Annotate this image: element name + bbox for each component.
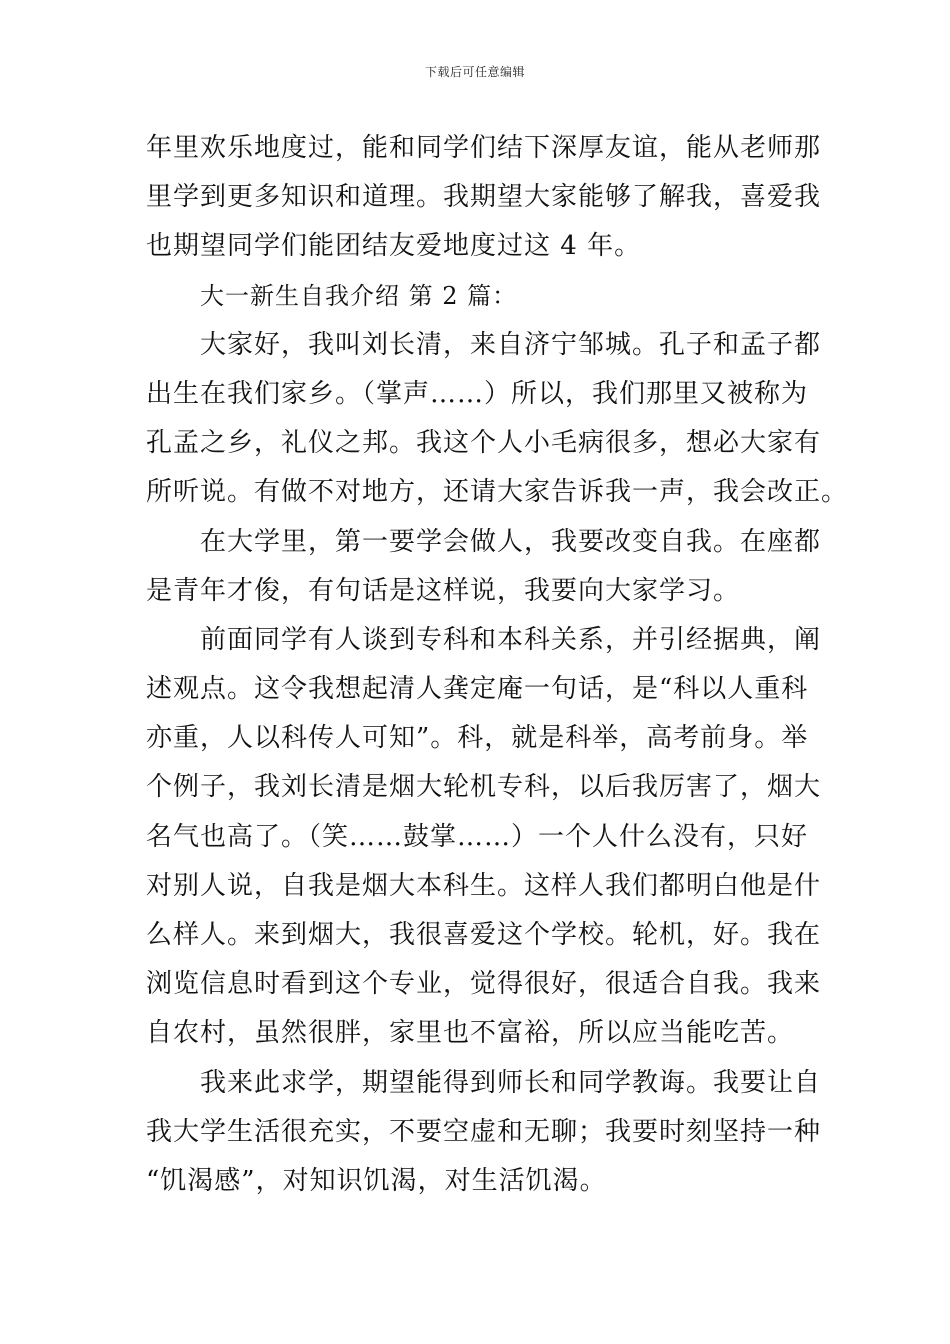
text-line: 名气也高了。（笑……鼓掌……）一个人什么没有，只好 — [146, 821, 809, 852]
section-heading: 大一新生自我介绍 第 2 篇： — [200, 281, 518, 310]
text-line: 述观点。这令我想起清人龚定庵一句话，是“科以人重科 — [146, 674, 809, 705]
text-line: 我大学生活很充实，不要空虚和无聊；我要时刻坚持一种 — [146, 1116, 822, 1147]
text-line: 里学到更多知识和道理。我期望大家能够了解我，喜爱我 — [146, 182, 822, 213]
text-line: 出生在我们家乡。（掌声……）所以，我们那里又被称为 — [146, 378, 809, 409]
text-line: 亦重，人以科传人可知”。科，就是科举，高考前身。举 — [146, 723, 809, 754]
paragraph-first-line: 在大学里，第一要学会做人，我要改变自我。在座都 — [200, 526, 822, 557]
text-line: 孔孟之乡，礼仪之邦。我这个人小毛病很多，想必大家有 — [146, 428, 822, 459]
text-line: 对别人说，自我是烟大本科生。这样人我们都明白他是什 — [146, 870, 822, 901]
document-body — [146, 124, 849, 1206]
paragraph-first-line: 前面同学有人谈到专科和本科关系，并引经据典，阐 — [200, 624, 822, 655]
text-line: 个例子，我刘长清是烟大轮机专科，以后我厉害了，烟大 — [146, 772, 822, 803]
text-line: 也期望同学们能团结友爱地度过这 4 年。 — [146, 231, 642, 262]
text-line: 年里欢乐地度过，能和同学们结下深厚友谊，能从老师那 — [146, 133, 822, 163]
text-line: “饥渴感”，对知识饥渴，对生活饥渴。 — [146, 1165, 607, 1196]
page-header: 下载后可任意编辑 — [424, 65, 525, 79]
text-line: 么样人。来到烟大，我很喜爱这个学校。轮机，好。我在 — [146, 920, 822, 950]
text-line: 所听说。有做不对地方，还请大家告诉我一声，我会改正。 — [146, 477, 849, 508]
text-line: 自农村，虽然很胖，家里也不富裕，所以应当能吃苦。 — [146, 1018, 795, 1049]
paragraph-first-line: 我来此求学，期望能得到师长和同学教诲。我要让自 — [200, 1067, 822, 1098]
paragraph-first-line: 大家好，我叫刘长清，来自济宁邹城。孔子和孟子都 — [200, 329, 822, 360]
text-line: 浏览信息时看到这个专业，觉得很好，很适合自我。我来 — [146, 969, 822, 1000]
text-line: 是青年才俊，有句话是这样说，我要向大家学习。 — [146, 575, 741, 606]
